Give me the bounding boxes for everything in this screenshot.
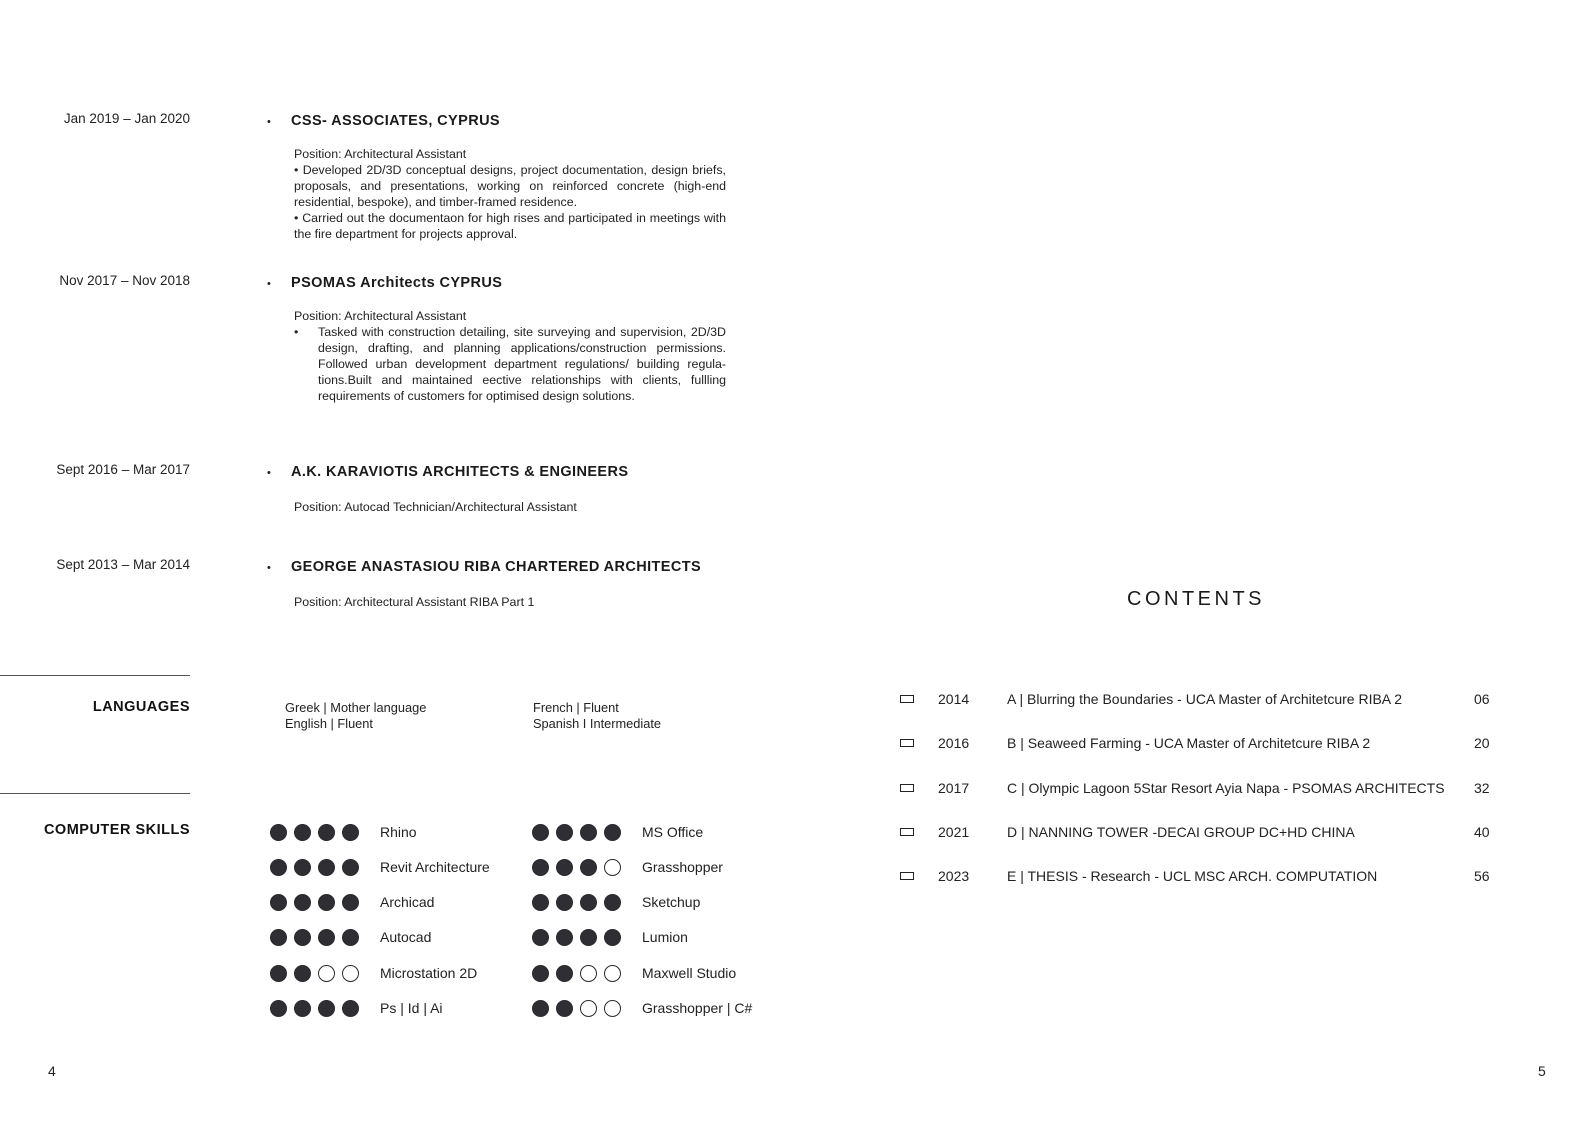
job-line: • Developed 2D/3D conceptual designs, project documentation, design briefs, proposals, and presentations, working on reinforced concrete (high-end residential, bespoke), and timber-framed residence. [294,163,726,209]
contents-row[interactable] [900,689,1490,709]
filled-circle-icon [318,1000,335,1017]
section-divider [0,675,190,676]
empty-circle-icon [604,1000,621,1017]
skill-name: Rhino [380,824,417,840]
skill-rating [532,1000,621,1017]
empty-circle-icon [342,965,359,982]
job-line: • Carried out the documentaon for high rises and participated in meetings with the fire department for projects approval. [294,211,726,241]
filled-circle-icon [342,1000,359,1017]
contents-year: 2014 [938,691,970,707]
filled-circle-icon [580,929,597,946]
square-icon [900,784,914,792]
contents-year: 2023 [938,868,970,884]
skill-name: MS Office [642,824,704,840]
filled-circle-icon [294,1000,311,1017]
skill-name: Ps | Id | Ai [380,1000,443,1016]
skill-rating [532,824,621,841]
filled-circle-icon [556,1000,573,1017]
skill-row [532,857,723,877]
job-position: Position: Autocad Technician/Architectural Assistant [294,500,577,514]
skill-name: Lumion [642,929,688,945]
skill-rating [270,965,359,982]
skill-rating [532,929,621,946]
contents-row[interactable] [900,822,1490,842]
filled-circle-icon [532,965,549,982]
contents-title-text: B | Seaweed Farming - UCA Master of Architetcure RIBA 2 [1007,735,1371,751]
skill-row [532,927,688,947]
filled-circle-icon [342,894,359,911]
filled-circle-icon [556,965,573,982]
filled-circle-icon [342,824,359,841]
page-number-right: 5 [1538,1063,1546,1079]
skill-rating [532,894,621,911]
filled-circle-icon [556,859,573,876]
square-icon [900,828,914,836]
skill-rating [270,929,359,946]
job-dates: Jan 2019 – Jan 2020 [63,111,190,126]
empty-circle-icon [604,965,621,982]
language-item: Greek | Mother language [285,700,427,715]
languages-heading: LANGUAGES [92,699,190,715]
skill-row [532,892,700,912]
filled-circle-icon [294,824,311,841]
skill-name: Grasshopper [642,859,723,875]
filled-circle-icon [604,929,621,946]
filled-circle-icon [342,929,359,946]
skill-row [270,927,431,947]
contents-title-text: C | Olympic Lagoon 5Star Resort Ayia Napa - PSOMAS ARCHITECTS [1007,780,1445,796]
filled-circle-icon [294,929,311,946]
square-icon [900,872,914,880]
contents-year: 2017 [938,780,970,796]
contents-page: 40 [1474,824,1490,840]
filled-circle-icon [294,894,311,911]
square-icon [900,739,914,747]
filled-circle-icon [580,824,597,841]
contents-page: 32 [1474,780,1490,796]
filled-circle-icon [532,859,549,876]
skill-name: Grasshopper | C# [642,1000,753,1016]
skill-row [532,963,736,983]
page-number-left: 4 [48,1063,56,1079]
filled-circle-icon [270,859,287,876]
filled-circle-icon [532,1000,549,1017]
filled-circle-icon [270,1000,287,1017]
filled-circle-icon [532,824,549,841]
language-item: English | Fluent [285,716,373,731]
contents-year: 2016 [938,735,970,751]
filled-circle-icon [532,929,549,946]
job-description [294,499,726,515]
computer-skills-heading: COMPUTER SKILLS [43,822,190,838]
filled-circle-icon [318,859,335,876]
job-bullet: • [267,278,271,290]
contents-row[interactable] [900,778,1490,798]
skill-rating [270,824,359,841]
filled-circle-icon [342,859,359,876]
filled-circle-icon [580,859,597,876]
contents-row[interactable] [900,733,1490,753]
job-bullet: • [267,562,271,574]
job-dates: Sept 2013 – Mar 2014 [56,557,190,572]
skill-rating [532,859,621,876]
skill-name: Autocad [380,929,432,945]
contents-title-text: A | Blurring the Boundaries - UCA Master of Architetcure RIBA 2 [1007,691,1403,707]
filled-circle-icon [294,965,311,982]
filled-circle-icon [270,824,287,841]
contents-page: 56 [1474,868,1490,884]
filled-circle-icon [556,929,573,946]
job-description [294,146,726,242]
empty-circle-icon [318,965,335,982]
skill-row [532,998,752,1018]
language-item: French | Fluent [533,700,619,715]
contents-year: 2021 [938,824,970,840]
skill-rating [270,859,359,876]
job-description [294,308,726,404]
filled-circle-icon [294,859,311,876]
filled-circle-icon [270,894,287,911]
filled-circle-icon [318,894,335,911]
contents-title: CONTENTS [1127,588,1265,610]
empty-circle-icon [604,859,621,876]
empty-circle-icon [580,1000,597,1017]
skill-row [270,963,477,983]
skill-name: Microstation 2D [380,965,478,981]
filled-circle-icon [604,894,621,911]
job-company: CSS- ASSOCIATES, CYPRUS [291,113,501,129]
filled-circle-icon [556,894,573,911]
item-bullet: • [294,325,299,339]
skill-rating [532,965,621,982]
skill-name: Archicad [380,894,435,910]
job-dates: Sept 2016 – Mar 2017 [56,462,190,477]
filled-circle-icon [532,894,549,911]
contents-row[interactable] [900,866,1490,886]
skill-rating [270,1000,359,1017]
job-position: Position: Architectural Assistant [294,309,467,323]
language-item: Spanish I Intermediate [533,716,662,731]
skill-name: Sketchup [642,894,701,910]
filled-circle-icon [270,965,287,982]
job-line: Tasked with construction detailing, site surveying and supervision, 2D/3D design, drafting, and planning applications/construction permissions. Followed urban development department regulations/ building regula-tions.Built and maintained eective relationships with clients, fullling requirements of customers for optimised design solutions. [318,325,726,403]
contents-page: 06 [1474,691,1490,707]
job-bullet: • [267,116,271,128]
skill-row [270,892,434,912]
filled-circle-icon [270,929,287,946]
job-description [294,594,726,610]
skill-row [270,822,417,842]
skill-name: Maxwell Studio [642,965,737,981]
skill-row [532,822,703,842]
skill-rating [270,894,359,911]
job-company: GEORGE ANASTASIOU RIBA CHARTERED ARCHITECTS [291,559,702,575]
empty-circle-icon [580,965,597,982]
contents-title-text: E | THESIS - Research - UCL MSC ARCH. COMPUTATION [1007,868,1378,884]
section-divider [0,793,190,794]
filled-circle-icon [556,824,573,841]
job-bullet: • [267,467,271,479]
filled-circle-icon [604,824,621,841]
languages-column [533,700,661,732]
job-dates: Nov 2017 – Nov 2018 [59,273,190,288]
job-position: Position: Architectural Assistant RIBA Part 1 [294,595,535,609]
filled-circle-icon [580,894,597,911]
skill-name: Revit Architecture [380,859,490,875]
contents-title-text: D | NANNING TOWER -DECAI GROUP DC+HD CHINA [1007,824,1355,840]
filled-circle-icon [318,929,335,946]
square-icon [900,695,914,703]
filled-circle-icon [318,824,335,841]
skill-row [270,998,443,1018]
languages-column [285,700,426,732]
job-line: Position: Architectural Assistant [294,147,467,161]
job-company: PSOMAS Architects CYPRUS [291,275,503,291]
skill-row [270,857,490,877]
contents-page: 20 [1474,735,1490,751]
job-company: A.K. KARAVIOTIS ARCHITECTS & ENGINEERS [291,464,629,480]
